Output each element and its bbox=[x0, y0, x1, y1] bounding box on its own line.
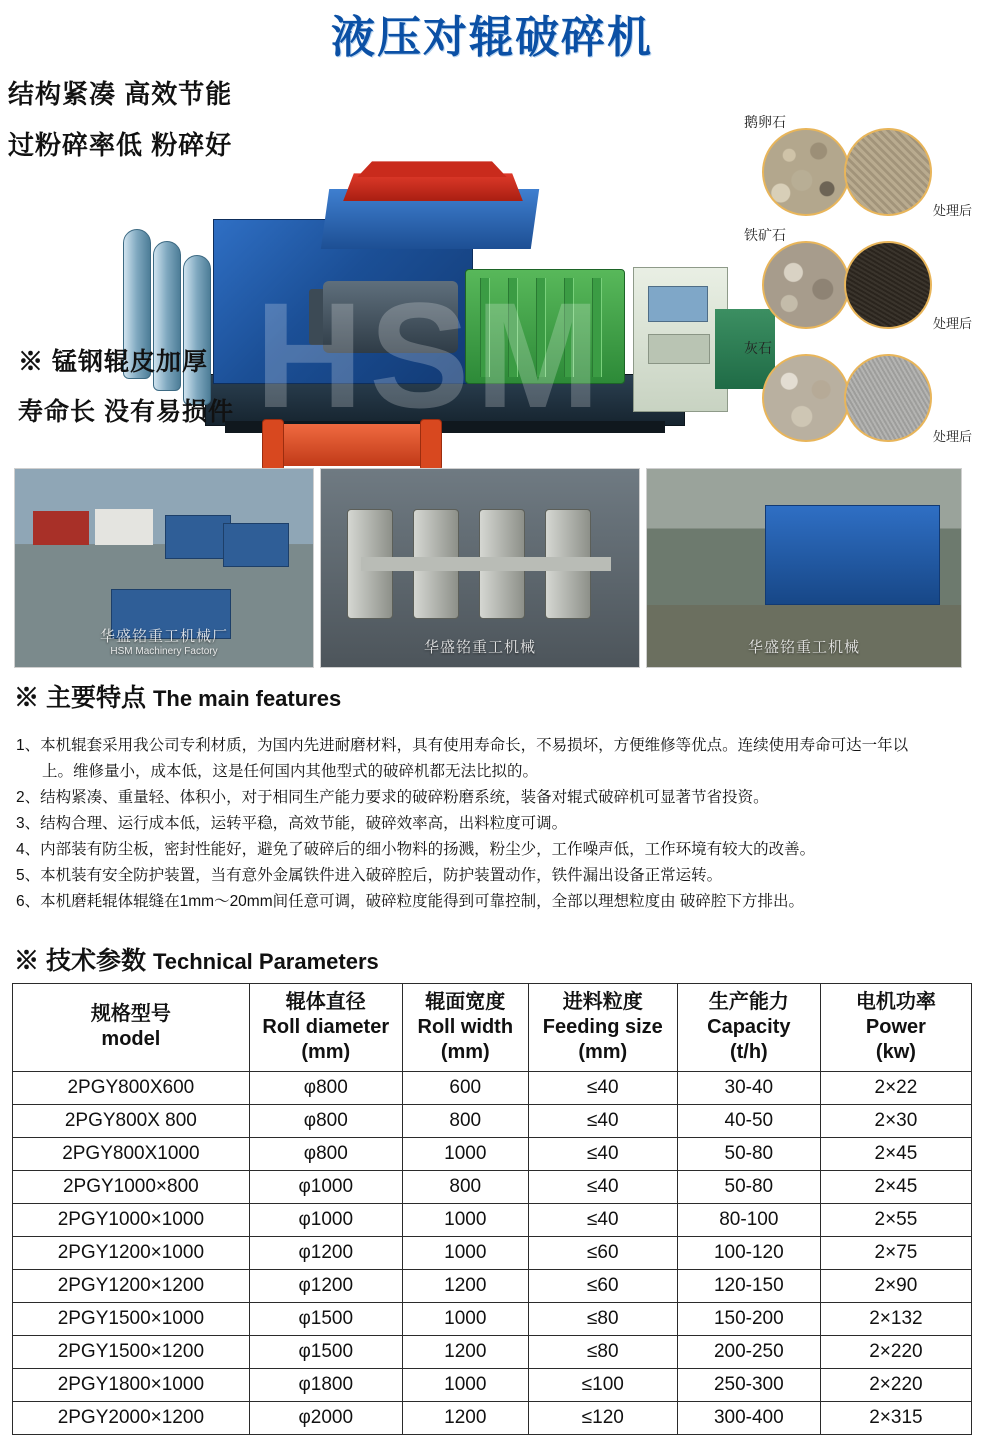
material-samples bbox=[734, 114, 974, 453]
cell-roll-diameter: φ1200 bbox=[249, 1269, 402, 1302]
hero-bullet-2: 过粉碎率低 粉碎好 bbox=[8, 130, 233, 161]
table-row bbox=[13, 1368, 972, 1401]
sample-after-label: 处理后 bbox=[932, 316, 972, 332]
cell-feeding-size: ≤120 bbox=[528, 1401, 677, 1434]
photo-watermark: 华盛铭重工机械 bbox=[747, 639, 860, 657]
cell-model: 2PGY1500×1000 bbox=[13, 1302, 250, 1335]
sample-row bbox=[734, 227, 974, 332]
cell-power: 2×45 bbox=[820, 1170, 971, 1203]
table-row bbox=[13, 1203, 972, 1236]
cell-capacity: 300-400 bbox=[677, 1401, 820, 1434]
hero-bullet-3: ※ 锰钢辊皮加厚 bbox=[18, 348, 208, 377]
cell-roll-width: 1000 bbox=[402, 1302, 528, 1335]
cell-model: 2PGY1800×1000 bbox=[13, 1368, 250, 1401]
column-header-feeding-size: 进料粒度 Feeding size (mm) bbox=[528, 983, 677, 1071]
table-row bbox=[13, 1401, 972, 1434]
cell-model: 2PGY1500×1200 bbox=[13, 1335, 250, 1368]
column-header-power: 电机功率 Power (kw) bbox=[820, 983, 971, 1071]
feature-item: 3、结构合理、运行成本低，运转平稳，高效节能，破碎效率高，出料粒度可调。 bbox=[16, 815, 568, 833]
features-heading bbox=[0, 668, 984, 718]
feature-item: 2、结构紧凑、重量轻、体积小，对于相同生产能力要求的破碎粉磨系统，装备对辊式破碎机可显著节省投资。 bbox=[16, 789, 769, 807]
cell-roll-width: 1000 bbox=[402, 1368, 528, 1401]
cell-roll-width: 800 bbox=[402, 1104, 528, 1137]
watermark-text: HSM bbox=[255, 271, 607, 440]
cell-roll-diameter: φ1000 bbox=[249, 1203, 402, 1236]
cell-model: 2PGY800X1000 bbox=[13, 1137, 250, 1170]
cell-power: 2×132 bbox=[820, 1302, 971, 1335]
cell-roll-diameter: φ1000 bbox=[249, 1170, 402, 1203]
cell-model: 2PGY2000×1200 bbox=[13, 1401, 250, 1434]
photo-watermark: 华盛铭重工机械 bbox=[423, 639, 536, 657]
table-row bbox=[13, 1071, 972, 1104]
page-title: 液压对辊破碎机 bbox=[331, 13, 653, 62]
cell-feeding-size: ≤60 bbox=[528, 1269, 677, 1302]
cell-model: 2PGY800X600 bbox=[13, 1071, 250, 1104]
column-header-roll-diameter: 辊体直径 Roll diameter (mm) bbox=[249, 983, 402, 1071]
params-title-cn: 技术参数 bbox=[45, 946, 146, 975]
cell-model: 2PGY1200×1000 bbox=[13, 1236, 250, 1269]
cell-capacity: 120-150 bbox=[677, 1269, 820, 1302]
features-title-en: The main features bbox=[152, 686, 342, 712]
sample-before-image bbox=[762, 128, 850, 216]
control-cabinet bbox=[633, 267, 728, 412]
sample-after-label: 处理后 bbox=[932, 203, 972, 219]
table-row bbox=[13, 1137, 972, 1170]
feed-hopper-top bbox=[357, 161, 507, 177]
cell-capacity: 40-50 bbox=[677, 1104, 820, 1137]
cell-power: 2×315 bbox=[820, 1401, 971, 1434]
cell-roll-diameter: φ1200 bbox=[249, 1236, 402, 1269]
cell-feeding-size: ≤80 bbox=[528, 1302, 677, 1335]
table-row bbox=[13, 1269, 972, 1302]
cell-model: 2PGY1000×1000 bbox=[13, 1203, 250, 1236]
feature-item: 5、本机装有安全防护装置，当有意外金属铁件进入破碎腔后，防护装置动作，铁件漏出设备正常运转。 bbox=[16, 867, 723, 885]
feature-item-cont: 上。维修量小，成本低，这是任何国内其他型式的破碎机都无法比拟的。 bbox=[42, 763, 539, 781]
hero-section bbox=[0, 64, 984, 464]
cell-roll-diameter: φ1800 bbox=[249, 1368, 402, 1401]
section-mark-icon: ※ bbox=[14, 684, 40, 713]
sample-material-label: 铁矿石 bbox=[744, 227, 786, 244]
sample-material-label: 灰石 bbox=[744, 340, 772, 357]
cell-capacity: 50-80 bbox=[677, 1170, 820, 1203]
cell-feeding-size: ≤80 bbox=[528, 1335, 677, 1368]
cell-roll-width: 600 bbox=[402, 1071, 528, 1104]
cell-capacity: 250-300 bbox=[677, 1368, 820, 1401]
cell-power: 2×75 bbox=[820, 1236, 971, 1269]
section-mark-icon: ※ bbox=[14, 946, 40, 975]
sample-after-image bbox=[844, 128, 932, 216]
sample-row bbox=[734, 340, 974, 445]
hero-bullet-4: 寿命长 没有易损件 bbox=[18, 398, 234, 427]
cell-model: 2PGY800X 800 bbox=[13, 1104, 250, 1137]
hero-bullets-bottom bbox=[18, 342, 358, 442]
factory-yard-photo bbox=[14, 468, 314, 668]
cell-roll-width: 1000 bbox=[402, 1236, 528, 1269]
sample-before-image bbox=[762, 241, 850, 329]
cell-power: 2×220 bbox=[820, 1368, 971, 1401]
params-title-en: Technical Parameters bbox=[152, 948, 379, 974]
features-title-cn: 主要特点 bbox=[45, 684, 146, 713]
table-row bbox=[13, 1236, 972, 1269]
cell-model: 2PGY1200×1200 bbox=[13, 1269, 250, 1302]
sample-after-image bbox=[844, 354, 932, 442]
cell-roll-width: 800 bbox=[402, 1170, 528, 1203]
control-panel-screen bbox=[648, 286, 708, 322]
cell-roll-diameter: φ1500 bbox=[249, 1335, 402, 1368]
cell-roll-width: 1200 bbox=[402, 1401, 528, 1434]
table-row bbox=[13, 1335, 972, 1368]
cell-power: 2×90 bbox=[820, 1269, 971, 1302]
cell-power: 2×22 bbox=[820, 1071, 971, 1104]
cell-capacity: 50-80 bbox=[677, 1137, 820, 1170]
cell-roll-diameter: φ800 bbox=[249, 1137, 402, 1170]
workshop-assembly-photo bbox=[646, 468, 962, 668]
sample-material-label: 鹅卵石 bbox=[744, 114, 786, 131]
control-panel-buttons bbox=[648, 334, 710, 364]
cell-power: 2×30 bbox=[820, 1104, 971, 1137]
cell-feeding-size: ≤40 bbox=[528, 1203, 677, 1236]
cell-capacity: 100-120 bbox=[677, 1236, 820, 1269]
cell-roll-width: 1200 bbox=[402, 1269, 528, 1302]
cell-roll-diameter: φ800 bbox=[249, 1071, 402, 1104]
sample-after-label: 处理后 bbox=[932, 429, 972, 445]
table-header-row bbox=[13, 983, 972, 1071]
cell-feeding-size: ≤60 bbox=[528, 1236, 677, 1269]
cell-roll-width: 1200 bbox=[402, 1335, 528, 1368]
table-row bbox=[13, 1170, 972, 1203]
feature-item: 6、本机磨耗辊体辊缝在1mm～20mm间任意可调，破碎粒度能得到可靠控制，全部以理想粒度由 破碎腔下方排出。 bbox=[16, 893, 804, 911]
gearbox-green bbox=[465, 269, 625, 384]
cell-feeding-size: ≤100 bbox=[528, 1368, 677, 1401]
sample-row bbox=[734, 114, 974, 219]
sample-after-image bbox=[844, 241, 932, 329]
cell-power: 2×220 bbox=[820, 1335, 971, 1368]
cell-feeding-size: ≤40 bbox=[528, 1137, 677, 1170]
sample-before-image bbox=[762, 354, 850, 442]
cell-roll-diameter: φ1500 bbox=[249, 1302, 402, 1335]
specifications-table bbox=[12, 983, 972, 1435]
column-header-capacity: 生产能力 Capacity (t/h) bbox=[677, 983, 820, 1071]
rolls-parts-photo bbox=[320, 468, 640, 668]
cell-roll-width: 1000 bbox=[402, 1137, 528, 1170]
cell-power: 2×55 bbox=[820, 1203, 971, 1236]
cell-feeding-size: ≤40 bbox=[528, 1071, 677, 1104]
feature-item: 1、本机辊套采用我公司专利材质，为国内先进耐磨材料，具有使用寿命长，不易损坏，方便维修等优点。连续使用寿命可达一年以 bbox=[16, 737, 909, 755]
cell-feeding-size: ≤40 bbox=[528, 1170, 677, 1203]
cell-model: 2PGY1000×800 bbox=[13, 1170, 250, 1203]
hero-bullet-1: 结构紧凑 高效节能 bbox=[8, 79, 233, 110]
table-row bbox=[13, 1104, 972, 1137]
params-heading bbox=[0, 931, 984, 981]
cell-roll-diameter: φ800 bbox=[249, 1104, 402, 1137]
column-header-model: 规格型号 model bbox=[13, 983, 250, 1071]
cell-power: 2×45 bbox=[820, 1137, 971, 1170]
column-header-roll-width: 辊面宽度 Roll width (mm) bbox=[402, 983, 528, 1071]
cell-capacity: 80-100 bbox=[677, 1203, 820, 1236]
hero-bullets-top bbox=[8, 74, 338, 176]
features-list bbox=[0, 734, 984, 914]
photo-watermark: 华盛铭重工机械厂 HSM Machinery Factory bbox=[99, 628, 228, 658]
cell-roll-width: 1000 bbox=[402, 1203, 528, 1236]
feed-hopper bbox=[343, 173, 523, 201]
photo-strip bbox=[0, 468, 984, 668]
cell-feeding-size: ≤40 bbox=[528, 1104, 677, 1137]
cell-roll-diameter: φ2000 bbox=[249, 1401, 402, 1434]
cell-capacity: 200-250 bbox=[677, 1335, 820, 1368]
cell-capacity: 30-40 bbox=[677, 1071, 820, 1104]
feature-item: 4、内部装有防尘板，密封性能好，避免了破碎后的细小物料的扬溅，粉尘少，工作噪声低，工作环境有较大的改善。 bbox=[16, 841, 816, 859]
table-row bbox=[13, 1302, 972, 1335]
cell-capacity: 150-200 bbox=[677, 1302, 820, 1335]
